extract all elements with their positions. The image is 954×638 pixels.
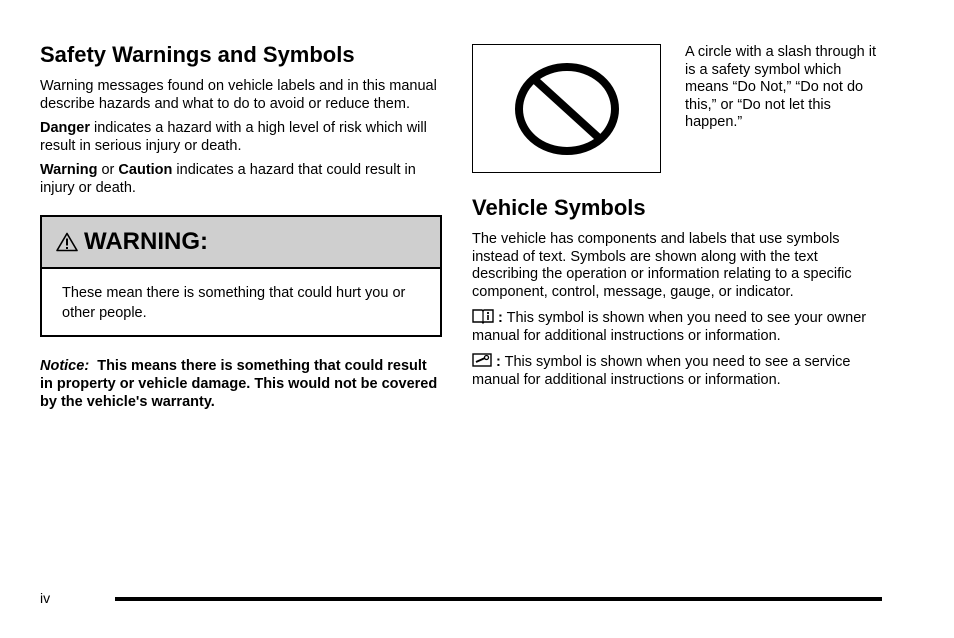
warning-triangle-icon — [56, 232, 78, 252]
notice-text: This means there is something that could result in property or vehicle damage. This would not be covered by the vehicle's warranty. — [40, 358, 438, 410]
service-manual-text: This symbol is shown when you need to see a service manual for additional instructions or information. — [472, 354, 851, 388]
vehicle-intro: The vehicle has components and labels that use symbols instead of text. Symbols are shown along with the text describing the operation or information relating to a specific component, control, message, gauge, or indicator. — [472, 231, 852, 300]
footer-rule — [115, 597, 882, 601]
symbol-frame — [472, 44, 661, 173]
warning-box-header — [42, 217, 440, 269]
service-manual-paragraph — [472, 352, 882, 389]
vehicle-symbols-section — [472, 195, 882, 396]
or-text: or — [97, 162, 119, 178]
warning-box — [40, 215, 442, 337]
warning-paragraph — [40, 162, 442, 197]
warning-text: indicates a hazard that could result in injury or death. — [40, 162, 416, 196]
intro-paragraph: Warning messages found on vehicle labels and in this manual describe hazards and what to do to avoid or reduce them. — [40, 78, 437, 112]
left-column — [40, 42, 442, 418]
warning-box-body: These mean there is something that could hurt you or other people. — [62, 285, 406, 321]
page-number: iv — [40, 590, 51, 606]
owner-manual-text: This symbol is shown when you need to see your owner manual for additional instructions or information. — [472, 310, 867, 344]
danger-paragraph — [40, 120, 442, 155]
owner-colon: : — [498, 310, 503, 326]
owner-manual-book-icon — [472, 308, 494, 324]
warning-box-title: WARNING: — [84, 228, 208, 255]
section-title: Vehicle Symbols — [472, 195, 646, 220]
notice-term: Notice: — [40, 358, 90, 374]
notice-paragraph — [40, 357, 442, 411]
service-colon: : — [496, 354, 501, 370]
caution-term: Caution — [118, 162, 173, 178]
danger-text: indicates a hazard with a high level of risk which will result in serious injury or death. — [40, 120, 427, 154]
prohibited-circle-slash-icon — [512, 59, 622, 159]
symbol-caption: A circle with a slash through it is a safety symbol which means “Do Not,” “Do not do this,” or “Do not let this happen.” — [685, 44, 877, 130]
page-title: Safety Warnings and Symbols — [40, 42, 355, 67]
danger-term: Danger — [40, 120, 90, 136]
service-manual-wrench-icon — [472, 352, 492, 368]
owner-manual-paragraph — [472, 308, 882, 345]
warning-term: Warning — [40, 162, 98, 178]
